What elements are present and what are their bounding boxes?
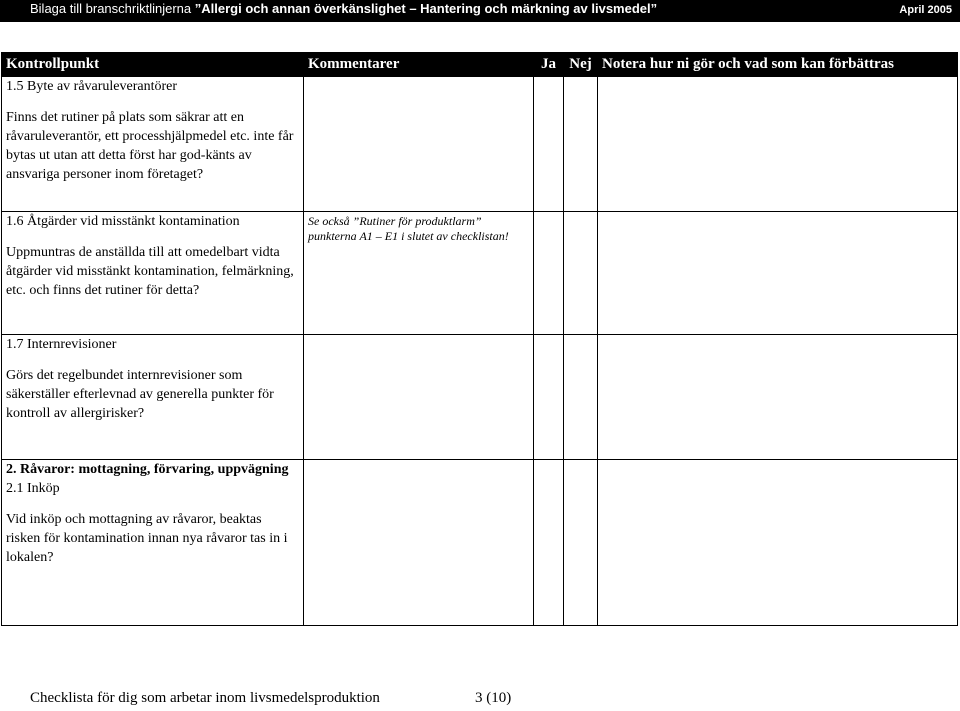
section-heading: 2. Råvaror: mottagning, förvaring, uppvägning <box>6 462 289 477</box>
table-row <box>2 335 958 460</box>
header-date: April 2005 <box>899 4 952 16</box>
comment-text: Se också ”Rutiner för produktlarm” punkterna A1 – E1 i slutet av checklistan! <box>308 214 509 243</box>
column-header-kommentarer: Kommentarer <box>304 53 534 77</box>
item-question: Finns det rutiner på plats som säkrar att en råvaruleverantör, ett processhjälpmedel etc. inte får bytas ut utan att detta först har god-känts av ansvariga personer inom företaget? <box>6 110 294 182</box>
header-prefix: Bilaga till branschriktlinjerna <box>30 1 192 16</box>
ja-cell[interactable] <box>534 335 564 460</box>
page-number: 3 (10) <box>475 690 512 706</box>
nej-cell[interactable] <box>564 77 598 212</box>
kontrollpunkt-cell <box>2 460 304 626</box>
table-row <box>2 212 958 335</box>
column-header-kontrollpunkt: Kontrollpunkt <box>2 53 304 77</box>
notes-cell[interactable] <box>598 335 958 460</box>
item-heading: 1.7 Internrevisioner <box>6 337 117 352</box>
notes-cell[interactable] <box>598 460 958 626</box>
page-footer <box>30 690 512 707</box>
item-heading: 1.6 Åtgärder vid misstänkt kontamination <box>6 214 240 229</box>
kontrollpunkt-cell <box>2 77 304 212</box>
page-header <box>0 0 960 22</box>
comment-cell[interactable] <box>304 77 534 212</box>
table-row <box>2 77 958 212</box>
column-header-nej: Nej <box>564 53 598 77</box>
column-header-ja: Ja <box>534 53 564 77</box>
nej-cell[interactable] <box>564 212 598 335</box>
notes-cell[interactable] <box>598 212 958 335</box>
footer-text: Checklista för dig som arbetar inom livsmedelsproduktion <box>30 690 380 706</box>
checklist-table <box>1 52 958 626</box>
item-question: Görs det regelbundet internrevisioner som säkerställer efterlevnad av generella punkter för kontroll av allergirisker? <box>6 368 274 421</box>
table-header-row <box>2 53 958 77</box>
kontrollpunkt-cell <box>2 335 304 460</box>
header-guideline-title: ”Allergi och annan överkänslighet – Hantering och märkning av livsmedel” <box>194 1 658 16</box>
header-title <box>30 0 657 18</box>
item-question: Vid inköp och mottagning av råvaror, beaktas risken för kontamination innan nya råvaror tas in i lokalen? <box>6 512 288 565</box>
table-row <box>2 460 958 626</box>
nej-cell[interactable] <box>564 335 598 460</box>
item-question: Uppmuntras de anställda till att omedelbart vidta åtgärder vid misstänkt kontamination, felmärkning, etc. och finns det rutiner för detta? <box>6 245 294 298</box>
item-heading: 1.5 Byte av råvaruleverantörer <box>6 79 178 94</box>
notes-cell[interactable] <box>598 77 958 212</box>
comment-cell[interactable] <box>304 335 534 460</box>
ja-cell[interactable] <box>534 77 564 212</box>
item-heading: 2.1 Inköp <box>6 481 60 496</box>
kontrollpunkt-cell <box>2 212 304 335</box>
comment-cell[interactable] <box>304 212 534 335</box>
ja-cell[interactable] <box>534 212 564 335</box>
column-header-notera: Notera hur ni gör och vad som kan förbättras <box>598 53 958 77</box>
nej-cell[interactable] <box>564 460 598 626</box>
ja-cell[interactable] <box>534 460 564 626</box>
comment-cell[interactable] <box>304 460 534 626</box>
